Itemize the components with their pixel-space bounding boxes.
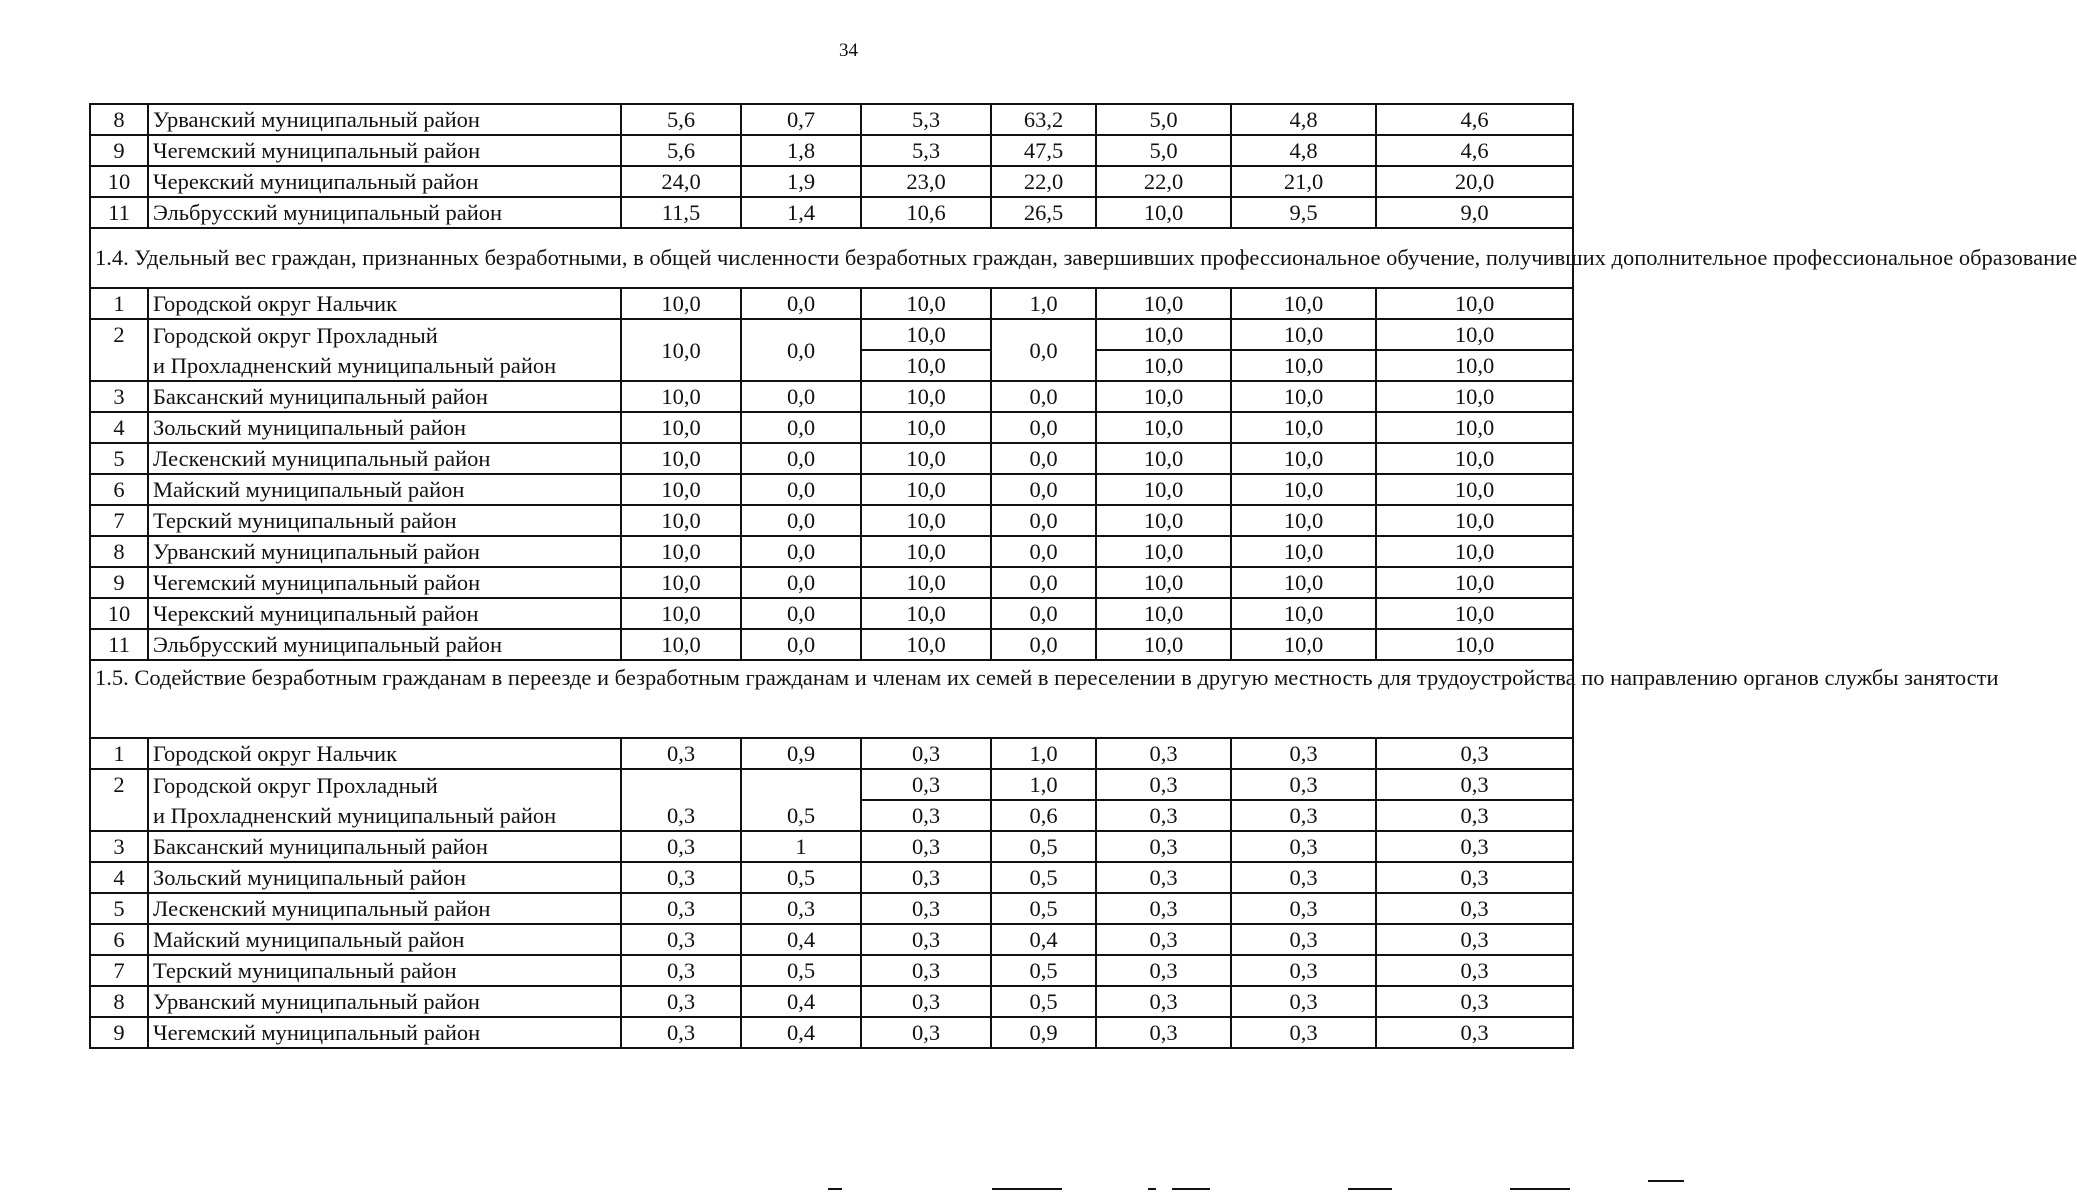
table-row <box>90 381 1573 412</box>
value-cell: 10,0 <box>621 598 741 629</box>
row-name: Чегемский муниципальный район <box>148 1017 621 1048</box>
row-number: 6 <box>90 474 148 505</box>
value-cell: 10,0 <box>1231 319 1376 350</box>
value-cell: 0,3 <box>1376 831 1573 862</box>
value-cell: 10,0 <box>861 319 991 350</box>
row-name: Урванский муниципальный район <box>148 104 621 135</box>
value-cell: 1 <box>741 831 861 862</box>
value-cell: 0,0 <box>991 598 1096 629</box>
value-cell: 0,0 <box>991 567 1096 598</box>
row-name: Зольский муниципальный район <box>148 862 621 893</box>
value-cell: 0,0 <box>991 412 1096 443</box>
value-cell: 0,5 <box>741 862 861 893</box>
value-cell: 10,0 <box>1096 319 1231 350</box>
row-number: 9 <box>90 1017 148 1048</box>
value-cell: 10,0 <box>1376 443 1573 474</box>
value-cell: 10,0 <box>1376 536 1573 567</box>
value-cell: 0,3 <box>861 955 991 986</box>
value-cell: 5,0 <box>1096 135 1231 166</box>
row-name-line2: и Прохладненский муниципальный район <box>148 800 621 831</box>
value-cell: 10,0 <box>621 412 741 443</box>
value-cell: 10,0 <box>1096 505 1231 536</box>
value-cell: 10,6 <box>861 197 991 228</box>
value-cell: 0,3 <box>861 800 991 831</box>
scan-mark <box>1648 1180 1684 1182</box>
indicator-table <box>89 103 2077 1049</box>
value-cell: 0,0 <box>741 536 861 567</box>
table-row <box>90 955 1573 986</box>
value-cell: 0,5 <box>991 955 1096 986</box>
value-cell: 0,3 <box>1376 924 1573 955</box>
value-cell: 10,0 <box>621 567 741 598</box>
value-cell: 10,0 <box>1096 197 1231 228</box>
row-number: 3 <box>90 831 148 862</box>
value-cell: 0,7 <box>741 104 861 135</box>
value-cell: 10,0 <box>1096 629 1231 660</box>
value-cell: 0,3 <box>1376 955 1573 986</box>
value-cell: 10,0 <box>1096 598 1231 629</box>
value-cell: 10,0 <box>1376 598 1573 629</box>
row-number: 8 <box>90 986 148 1017</box>
value-cell: 0,3 <box>1376 862 1573 893</box>
value-cell: 0,3 <box>861 831 991 862</box>
value-cell: 0,3 <box>861 862 991 893</box>
value-cell: 0,3 <box>1231 769 1376 800</box>
value-cell: 9,5 <box>1231 197 1376 228</box>
row-number: 9 <box>90 567 148 598</box>
value-cell: 10,0 <box>861 567 991 598</box>
value-cell: 10,0 <box>1231 288 1376 319</box>
value-cell: 1,4 <box>741 197 861 228</box>
table-row-split-top <box>90 319 1573 350</box>
value-cell: 10,0 <box>1231 350 1376 381</box>
value-cell: 0,3 <box>1231 924 1376 955</box>
value-cell: 10,0 <box>1231 474 1376 505</box>
value-cell: 10,0 <box>621 443 741 474</box>
value-cell: 0,3 <box>621 1017 741 1048</box>
value-cell: 11,5 <box>621 197 741 228</box>
value-cell: 0,3 <box>1231 831 1376 862</box>
value-cell: 0,3 <box>621 893 741 924</box>
value-cell: 10,0 <box>1376 567 1573 598</box>
table-row <box>90 104 1573 135</box>
value-cell: 0,3 <box>1096 769 1231 800</box>
value-cell: 0,0 <box>741 381 861 412</box>
value-cell: 10,0 <box>861 381 991 412</box>
value-cell: 10,0 <box>1231 443 1376 474</box>
value-cell: 0,3 <box>1096 955 1231 986</box>
row-number: 8 <box>90 104 148 135</box>
section-header-row <box>90 228 1573 288</box>
value-cell: 10,0 <box>1096 567 1231 598</box>
value-cell: 0,0 <box>991 536 1096 567</box>
table-row <box>90 166 1573 197</box>
row-name: Зольский муниципальный район <box>148 412 621 443</box>
value-cell: 10,0 <box>621 536 741 567</box>
value-cell: 22,0 <box>1096 166 1231 197</box>
value-cell: 0,0 <box>741 629 861 660</box>
scan-mark <box>1172 1188 1210 1190</box>
row-number: 5 <box>90 893 148 924</box>
section-title: Содействие безработным гражданам в переезде и безработным гражданам и членам их семей в переселении в другую местность для трудоустройства по направлению органов службы занятости <box>134 665 1999 690</box>
value-cell: 0,3 <box>1231 893 1376 924</box>
value-cell: 10,0 <box>1096 474 1231 505</box>
value-cell: 10,0 <box>1096 412 1231 443</box>
section-number: 1.4. <box>95 245 129 270</box>
row-name: Эльбрусский муниципальный район <box>148 629 621 660</box>
value-cell: 0,0 <box>741 567 861 598</box>
value-cell: 21,0 <box>1231 166 1376 197</box>
value-cell: 63,2 <box>991 104 1096 135</box>
value-cell: 24,0 <box>621 166 741 197</box>
value-cell: 10,0 <box>621 288 741 319</box>
value-cell: 0,3 <box>1231 1017 1376 1048</box>
value-cell: 0,0 <box>991 629 1096 660</box>
scan-mark <box>1148 1188 1156 1190</box>
row-number: 2 <box>90 769 148 831</box>
value-cell: 0,3 <box>741 893 861 924</box>
value-cell: 0,3 <box>1231 738 1376 769</box>
value-cell: 10,0 <box>1376 350 1573 381</box>
scan-artifacts <box>0 1188 1697 1198</box>
table-row <box>90 862 1573 893</box>
value-cell: 5,0 <box>1096 104 1231 135</box>
value-cell: 10,0 <box>1231 567 1376 598</box>
value-cell: 10,0 <box>1231 505 1376 536</box>
section-title-cell <box>90 228 2077 288</box>
value-cell: 20,0 <box>1376 166 1573 197</box>
value-cell: 10,0 <box>1376 288 1573 319</box>
value-cell: 0,0 <box>741 474 861 505</box>
value-cell: 10,0 <box>861 443 991 474</box>
value-cell: 5,3 <box>861 135 991 166</box>
value-cell: 0,5 <box>991 986 1096 1017</box>
value-cell: 0,0 <box>991 505 1096 536</box>
value-cell: 0,3 <box>1096 893 1231 924</box>
table-row <box>90 412 1573 443</box>
value-cell: 4,6 <box>1376 135 1573 166</box>
value-cell: 0,3 <box>861 924 991 955</box>
value-cell: 10,0 <box>861 598 991 629</box>
value-cell: 0,3 <box>621 738 741 769</box>
value-cell: 0,3 <box>621 955 741 986</box>
row-name-line1: Городской округ Прохладный <box>148 319 621 350</box>
row-number: 1 <box>90 738 148 769</box>
value-cell: 9,0 <box>1376 197 1573 228</box>
value-cell: 4,6 <box>1376 104 1573 135</box>
row-number: 1 <box>90 288 148 319</box>
value-cell: 0,3 <box>1376 800 1573 831</box>
row-name: Баксанский муниципальный район <box>148 381 621 412</box>
table-row <box>90 135 1573 166</box>
value-cell: 10,0 <box>621 319 741 381</box>
value-cell: 0,3 <box>621 986 741 1017</box>
value-cell: 10,0 <box>861 474 991 505</box>
page-number: 34 <box>839 40 858 61</box>
value-cell: 10,0 <box>621 505 741 536</box>
value-cell: 0,9 <box>741 738 861 769</box>
value-cell: 0,3 <box>1376 769 1573 800</box>
value-cell: 5,6 <box>621 104 741 135</box>
value-cell: 0,3 <box>1096 831 1231 862</box>
value-cell: 10,0 <box>1376 412 1573 443</box>
table-row <box>90 567 1573 598</box>
value-cell: 0,3 <box>1096 1017 1231 1048</box>
value-cell: 0,3 <box>1231 862 1376 893</box>
row-name: Терский муниципальный район <box>148 955 621 986</box>
row-name: Черекский муниципальный район <box>148 598 621 629</box>
value-cell: 0,3 <box>1376 1017 1573 1048</box>
value-cell: 1,0 <box>991 288 1096 319</box>
row-name: Майский муниципальный район <box>148 474 621 505</box>
table-row-split-top <box>90 769 1573 800</box>
value-cell: 0,9 <box>991 1017 1096 1048</box>
value-cell: 0,0 <box>741 505 861 536</box>
row-name: Баксанский муниципальный район <box>148 831 621 862</box>
table-row <box>90 1017 1573 1048</box>
value-cell: 0,3 <box>1096 862 1231 893</box>
table-row <box>90 505 1573 536</box>
value-cell: 0,0 <box>991 319 1096 381</box>
value-cell: 22,0 <box>991 166 1096 197</box>
value-cell: 0,3 <box>1376 893 1573 924</box>
value-cell: 0,3 <box>1231 986 1376 1017</box>
row-number: 5 <box>90 443 148 474</box>
value-cell: 5,6 <box>621 135 741 166</box>
value-cell: 10,0 <box>1231 536 1376 567</box>
value-cell: 0,3 <box>861 769 991 800</box>
value-cell: 26,5 <box>991 197 1096 228</box>
row-number: 10 <box>90 166 148 197</box>
value-cell: 0,4 <box>741 986 861 1017</box>
value-cell: 1,9 <box>741 166 861 197</box>
value-cell: 47,5 <box>991 135 1096 166</box>
row-number: 3 <box>90 381 148 412</box>
value-cell: 0,4 <box>991 924 1096 955</box>
value-cell: 0,0 <box>741 412 861 443</box>
value-cell: 0,3 <box>1096 738 1231 769</box>
table-row <box>90 986 1573 1017</box>
value-cell: 0,3 <box>1096 986 1231 1017</box>
section-number: 1.5. <box>95 665 129 690</box>
value-cell: 10,0 <box>1096 350 1231 381</box>
value-cell: 0,3 <box>621 924 741 955</box>
scan-mark <box>1510 1188 1570 1190</box>
section-1-4 <box>90 228 2077 660</box>
table-row <box>90 474 1573 505</box>
value-cell: 4,8 <box>1231 135 1376 166</box>
table-row <box>90 893 1573 924</box>
value-cell: 0,3 <box>1231 800 1376 831</box>
value-cell: 0,5 <box>991 831 1096 862</box>
value-cell: 10,0 <box>861 505 991 536</box>
value-cell: 1,0 <box>991 769 1096 800</box>
row-number: 8 <box>90 536 148 567</box>
value-cell: 10,0 <box>1376 381 1573 412</box>
section-title: Удельный вес граждан, признанных безработными, в общей численности безработных граждан, завершивших профессиональное обучение, получивших дополнительное профессиональное образование <box>134 245 2077 270</box>
value-cell: 0,3 <box>861 1017 991 1048</box>
row-name-line1: Городской округ Прохладный <box>148 769 621 800</box>
value-cell: 0,3 <box>1096 800 1231 831</box>
row-name: Черекский муниципальный район <box>148 166 621 197</box>
value-cell: 10,0 <box>861 288 991 319</box>
section-1-5 <box>90 660 1999 1048</box>
section-header-row <box>90 660 1573 738</box>
value-cell: 0,0 <box>991 443 1096 474</box>
value-cell: 1,8 <box>741 135 861 166</box>
row-name: Чегемский муниципальный район <box>148 567 621 598</box>
value-cell: 0,4 <box>741 924 861 955</box>
value-cell: 10,0 <box>1096 443 1231 474</box>
table-row <box>90 738 1573 769</box>
value-cell: 10,0 <box>1231 412 1376 443</box>
value-cell: 10,0 <box>621 474 741 505</box>
row-name: Лескенский муниципальный район <box>148 893 621 924</box>
row-name: Урванский муниципальный район <box>148 536 621 567</box>
row-name-line2: и Прохладненский муниципальный район <box>148 350 621 381</box>
table-body-top <box>90 104 1573 228</box>
value-cell: 0,6 <box>991 800 1096 831</box>
value-cell: 0,5 <box>741 955 861 986</box>
row-number: 6 <box>90 924 148 955</box>
table-row <box>90 443 1573 474</box>
section-title-cell <box>90 660 1999 738</box>
value-cell: 0,3 <box>1096 924 1231 955</box>
value-cell: 10,0 <box>621 629 741 660</box>
value-cell: 0,0 <box>741 319 861 381</box>
table-row <box>90 598 1573 629</box>
value-cell: 0,3 <box>621 769 741 831</box>
row-number: 11 <box>90 629 148 660</box>
value-cell: 1,0 <box>991 738 1096 769</box>
row-name: Майский муниципальный район <box>148 924 621 955</box>
table-row <box>90 197 1573 228</box>
scan-mark <box>992 1188 1062 1190</box>
value-cell: 10,0 <box>1096 381 1231 412</box>
row-name: Эльбрусский муниципальный район <box>148 197 621 228</box>
value-cell: 0,5 <box>991 862 1096 893</box>
row-number: 7 <box>90 955 148 986</box>
row-name: Лескенский муниципальный район <box>148 443 621 474</box>
value-cell: 10,0 <box>861 629 991 660</box>
row-name: Чегемский муниципальный район <box>148 135 621 166</box>
value-cell: 10,0 <box>621 381 741 412</box>
value-cell: 0,5 <box>741 769 861 831</box>
value-cell: 0,3 <box>621 862 741 893</box>
row-number: 9 <box>90 135 148 166</box>
row-number: 4 <box>90 862 148 893</box>
value-cell: 0,3 <box>1231 955 1376 986</box>
row-name: Городской округ Нальчик <box>148 738 621 769</box>
value-cell: 10,0 <box>1376 474 1573 505</box>
row-number: 4 <box>90 412 148 443</box>
value-cell: 0,3 <box>1376 738 1573 769</box>
value-cell: 10,0 <box>1231 598 1376 629</box>
value-cell: 10,0 <box>1376 319 1573 350</box>
value-cell: 10,0 <box>1376 629 1573 660</box>
table-row <box>90 629 1573 660</box>
value-cell: 0,0 <box>741 288 861 319</box>
scan-mark <box>828 1188 842 1190</box>
value-cell: 0,3 <box>1376 986 1573 1017</box>
row-name: Городской округ Нальчик <box>148 288 621 319</box>
value-cell: 0,5 <box>991 893 1096 924</box>
value-cell: 0,0 <box>741 598 861 629</box>
value-cell: 0,3 <box>861 893 991 924</box>
table-row <box>90 536 1573 567</box>
scan-mark <box>1348 1188 1392 1190</box>
value-cell: 10,0 <box>861 536 991 567</box>
value-cell: 4,8 <box>1231 104 1376 135</box>
value-cell: 0,4 <box>741 1017 861 1048</box>
row-number: 11 <box>90 197 148 228</box>
table-row <box>90 831 1573 862</box>
value-cell: 5,3 <box>861 104 991 135</box>
value-cell: 10,0 <box>861 350 991 381</box>
value-cell: 0,0 <box>991 474 1096 505</box>
value-cell: 10,0 <box>1231 629 1376 660</box>
value-cell: 0,3 <box>621 831 741 862</box>
value-cell: 10,0 <box>861 412 991 443</box>
value-cell: 10,0 <box>1231 381 1376 412</box>
value-cell: 0,0 <box>991 381 1096 412</box>
row-number: 10 <box>90 598 148 629</box>
row-number: 7 <box>90 505 148 536</box>
row-name: Терский муниципальный район <box>148 505 621 536</box>
value-cell: 10,0 <box>1096 288 1231 319</box>
value-cell: 23,0 <box>861 166 991 197</box>
value-cell: 0,3 <box>861 738 991 769</box>
value-cell: 10,0 <box>1376 505 1573 536</box>
value-cell: 0,3 <box>861 986 991 1017</box>
table-row <box>90 924 1573 955</box>
value-cell: 0,0 <box>741 443 861 474</box>
row-number: 2 <box>90 319 148 381</box>
table-row <box>90 288 1573 319</box>
row-name: Урванский муниципальный район <box>148 986 621 1017</box>
value-cell: 10,0 <box>1096 536 1231 567</box>
